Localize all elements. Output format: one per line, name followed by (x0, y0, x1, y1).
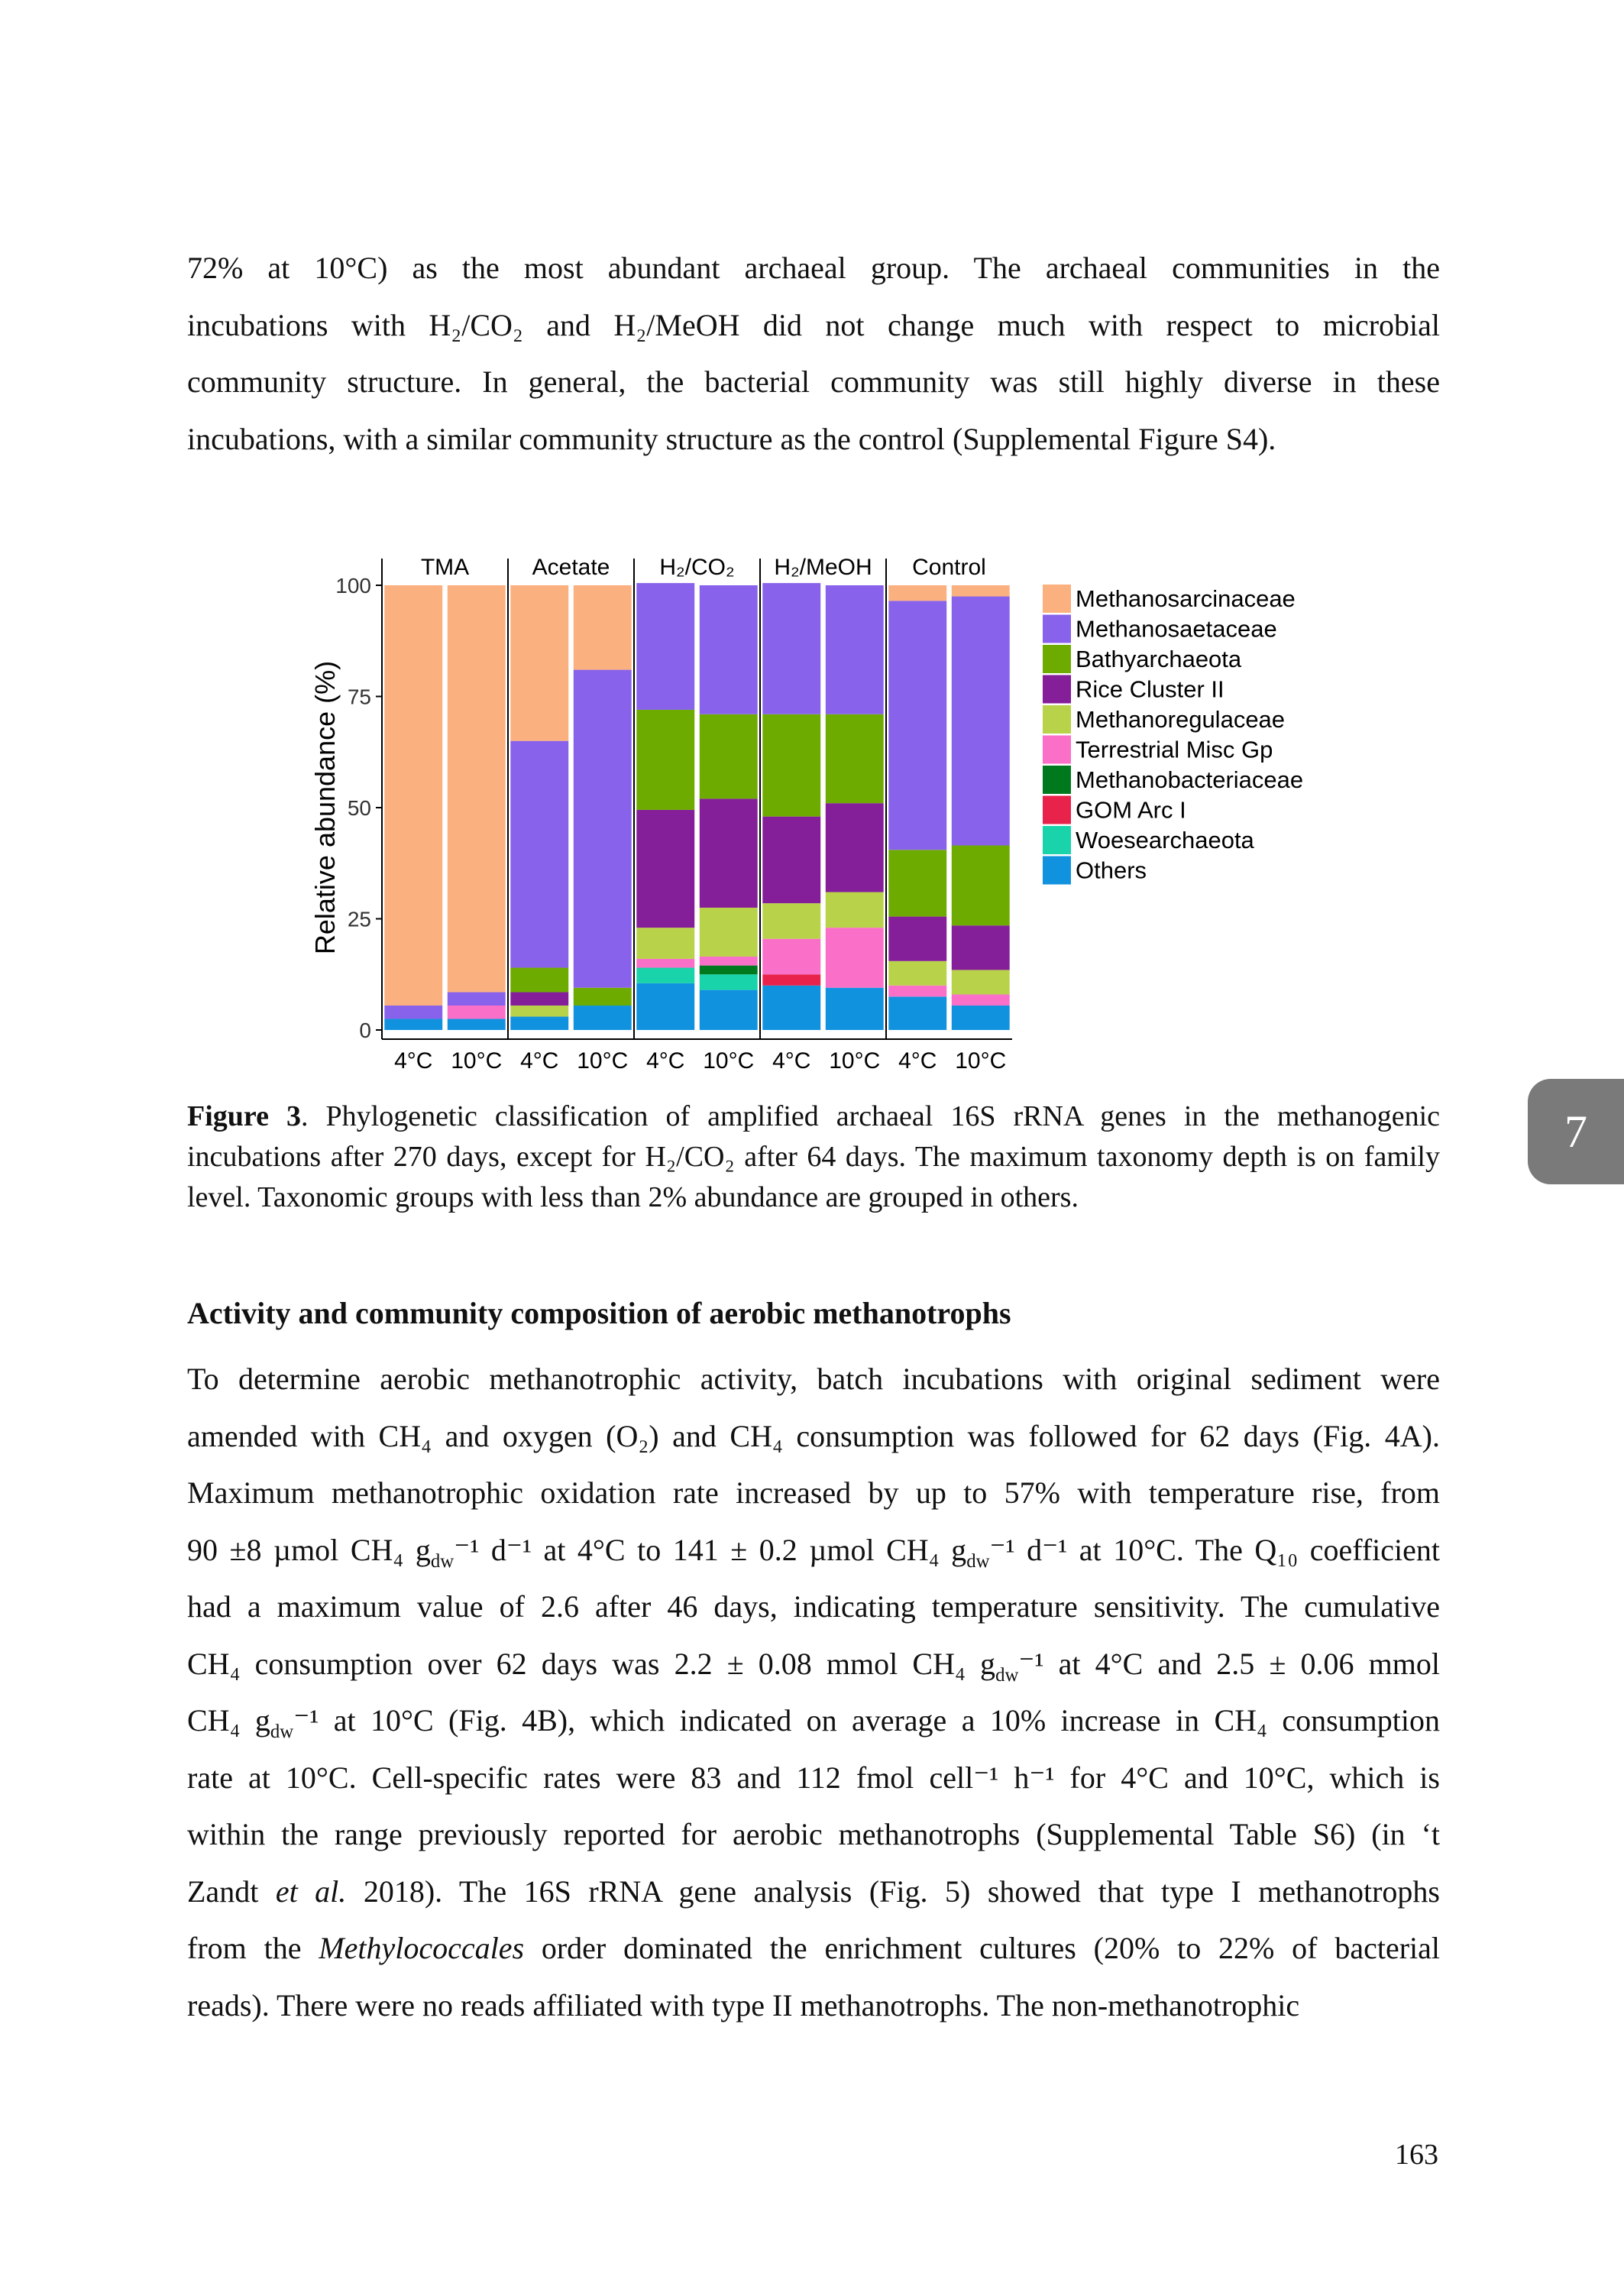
figure-caption (187, 1096, 1440, 1218)
bar-segment (700, 908, 758, 957)
x-tick-label: 4°C (394, 1048, 433, 1074)
bar-segment (888, 850, 946, 916)
caption-line: level. Taxonomic groups with less than 2% abundance are grouped in others. (187, 1181, 1079, 1213)
legend-label: Methanosaetaceae (1076, 615, 1277, 643)
legend-label: Bathyarchaeota (1076, 646, 1242, 672)
legend-swatch (1043, 826, 1071, 854)
legend-swatch (1043, 585, 1071, 613)
legend-label: Methanoregulaceae (1076, 706, 1286, 733)
legend-label: Terrestrial Misc Gp (1076, 736, 1273, 763)
legend-label: Others (1076, 857, 1147, 884)
text-line: had a maximum value of 2.6 after 46 days, indicating temperature sensitivity. The cumulative (187, 1589, 1440, 1624)
bar-segment (762, 974, 820, 986)
legend-swatch (1043, 857, 1071, 885)
bar-segment (510, 1006, 568, 1017)
bar-segment (826, 988, 884, 1030)
figure-3-chart (298, 535, 1367, 1085)
intro-paragraph (187, 240, 1440, 468)
bar-segment (700, 974, 758, 989)
x-tick-label: 4°C (772, 1048, 811, 1074)
text-line: within the range previously reported for aerobic methanotrophs (Supplemental Table S6) (in ‘t (187, 1817, 1440, 1851)
group-label: Control (912, 555, 986, 580)
legend-swatch (1043, 615, 1071, 643)
bar-segment (762, 903, 820, 939)
section-paragraph (187, 1351, 1440, 2034)
bar-segment (636, 983, 694, 1030)
bar-segment (826, 892, 884, 928)
bar-segment (384, 585, 442, 1006)
text-line: reads). There were no reads affiliated with type II methanotrophs. The non-methanotrophic (187, 1987, 1300, 2023)
x-tick-label: 10°C (955, 1048, 1007, 1074)
y-axis-label: Relative abundance (%) (309, 660, 341, 955)
bar-segment (636, 810, 694, 928)
legend-label: Methanobacteriaceae (1076, 766, 1304, 793)
bar-segment (888, 917, 946, 961)
bar-segment (762, 817, 820, 903)
legend-label: Methanosarcinaceae (1076, 585, 1296, 612)
bar-segment (888, 996, 946, 1030)
bar-segment (510, 993, 568, 1006)
legend-label: Woesearchaeota (1076, 827, 1254, 853)
text-line: incubations, with a similar community structure as the control (Supplemental Figure S4). (187, 421, 1276, 456)
y-tick-label: 75 (347, 685, 371, 709)
x-tick-label: 4°C (520, 1048, 559, 1074)
bar-segment (952, 970, 1010, 994)
bar-segment (762, 939, 820, 975)
group-label: H₂/MeOH (774, 555, 872, 580)
bar-segment (952, 994, 1010, 1006)
y-tick-label: 50 (347, 796, 371, 820)
bar-segment (448, 1006, 506, 1019)
caption-line: incubations after 270 days, except for H₂/CO₂ after 64 days. The maximum taxonomy depth is on family (187, 1141, 1440, 1173)
bar-segment (952, 1006, 1010, 1030)
legend-label: GOM Arc I (1076, 796, 1186, 824)
y-tick-label: 100 (335, 574, 371, 598)
caption-label: Figure 3 (187, 1100, 301, 1132)
bar-segment (888, 961, 946, 986)
group-label: Acetate (532, 555, 610, 580)
legend-swatch (1043, 705, 1071, 734)
x-tick-label: 4°C (646, 1048, 685, 1074)
bar-segment (888, 585, 946, 601)
legend-swatch (1043, 645, 1071, 673)
bar-segment (952, 925, 1010, 970)
bar-segment (700, 990, 758, 1030)
legend-swatch (1043, 736, 1071, 764)
caption-line: . Phylogenetic classification of amplified archaeal 16S rRNA genes in the methanogenic (300, 1100, 1441, 1132)
group-label: H₂/CO₂ (659, 555, 735, 580)
bar-segment (826, 803, 884, 892)
legend-swatch (1043, 675, 1071, 704)
bar-segment (762, 714, 820, 817)
x-tick-label: 10°C (829, 1048, 881, 1074)
section-heading: Activity and community composition of aerobic methanotrophs (187, 1296, 1011, 1330)
bar-segment (826, 928, 884, 988)
text-line: Zandt et al. 2018). The 16S rRNA gene analysis (Fig. 5) showed that type I methanotrophs (187, 1874, 1440, 1909)
bar-segment (384, 1019, 442, 1030)
legend-swatch (1043, 766, 1071, 794)
page-number: 163 (1395, 2139, 1438, 2171)
text-line: incubations with H₂/CO₂ and H₂/MeOH did not change much with respect to microbial (187, 307, 1440, 342)
text-line: Maximum methanotrophic oxidation rate increased by up to 57% with temperature rise, from (187, 1475, 1440, 1510)
bar-segment (574, 1006, 632, 1030)
x-tick-label: 10°C (451, 1048, 503, 1074)
bar-segment (888, 601, 946, 850)
bar-segment (762, 583, 820, 714)
x-tick-label: 10°C (703, 1048, 755, 1074)
bar-segment (700, 585, 758, 714)
bar-segment (510, 968, 568, 993)
bar-segment (952, 585, 1010, 597)
bar-segment (826, 714, 884, 803)
y-tick-label: 25 (347, 907, 371, 931)
bar-segment (700, 798, 758, 908)
text-line: 90 ±8 µmol CH₄ $g_{dw}^{-1}$ d⁻¹ at 4°C to 141 ± 0.2 µmol CH₄ $g_{dw}^{-1}$ d⁻¹ at 10°C. The Q₁₀ coefficient (187, 1532, 1440, 1572)
bar-segment (574, 585, 632, 670)
text-line: CH₄ consumption over 62 days was 2.2 ± 0.08 mmol CH₄ $g_{dw}^{-1}$ at 4°C and 2.5 ± 0.06 mmol (187, 1646, 1441, 1686)
legend-swatch (1043, 796, 1071, 824)
text-line: community structure. In general, the bacterial community was still highly diverse in these (187, 364, 1440, 399)
bar-segment (510, 585, 568, 741)
y-tick-label: 0 (359, 1019, 371, 1042)
bar-segment (574, 988, 632, 1006)
bar-segment (384, 1006, 442, 1019)
chapter-tab[interactable]: 7 (1528, 1079, 1624, 1184)
bar-segment (448, 993, 506, 1006)
bar-segment (574, 670, 632, 988)
group-label: TMA (420, 555, 470, 580)
bar-segment (952, 597, 1010, 846)
text-line: CH₄ $g_{dw}^{-1}$ at 10°C (Fig. 4B), which indicated on average a 10% increase in CH₄ consumption (187, 1703, 1440, 1742)
bar-segment (510, 1017, 568, 1030)
text-line: from the Methylococcales order dominated the enrichment cultures (20% to 22% of bacterial (187, 1931, 1440, 1965)
text-line: 72% at 10°C) as the most abundant archaeal group. The archaeal communities in the (187, 251, 1440, 285)
bar-segment (636, 959, 694, 968)
bar-segment (888, 986, 946, 997)
bar-segment (448, 585, 506, 993)
bar-segment (700, 966, 758, 975)
bar-segment (952, 845, 1010, 925)
bar-segment (636, 968, 694, 983)
x-tick-label: 10°C (577, 1048, 629, 1074)
bar-segment (636, 710, 694, 810)
bar-segment (826, 585, 884, 714)
bar-segment (636, 583, 694, 710)
text-line: To determine aerobic methanotrophic activity, batch incubations with original sediment were (187, 1362, 1440, 1396)
bar-segment (510, 741, 568, 968)
bar-segment (636, 928, 694, 959)
bar-segment (762, 986, 820, 1030)
bar-segment (448, 1019, 506, 1030)
text-line: rate at 10°C. Cell-specific rates were 83 and 112 fmol cell⁻¹ h⁻¹ for 4°C and 10°C, which is (187, 1760, 1440, 1795)
x-tick-label: 4°C (898, 1048, 937, 1074)
bar-segment (700, 714, 758, 799)
text-line: amended with CH₄ and oxygen (O₂) and CH₄ consumption was followed for 62 days (Fig. 4A). (187, 1418, 1440, 1453)
bar-segment (700, 957, 758, 966)
legend-label: Rice Cluster II (1076, 675, 1224, 703)
